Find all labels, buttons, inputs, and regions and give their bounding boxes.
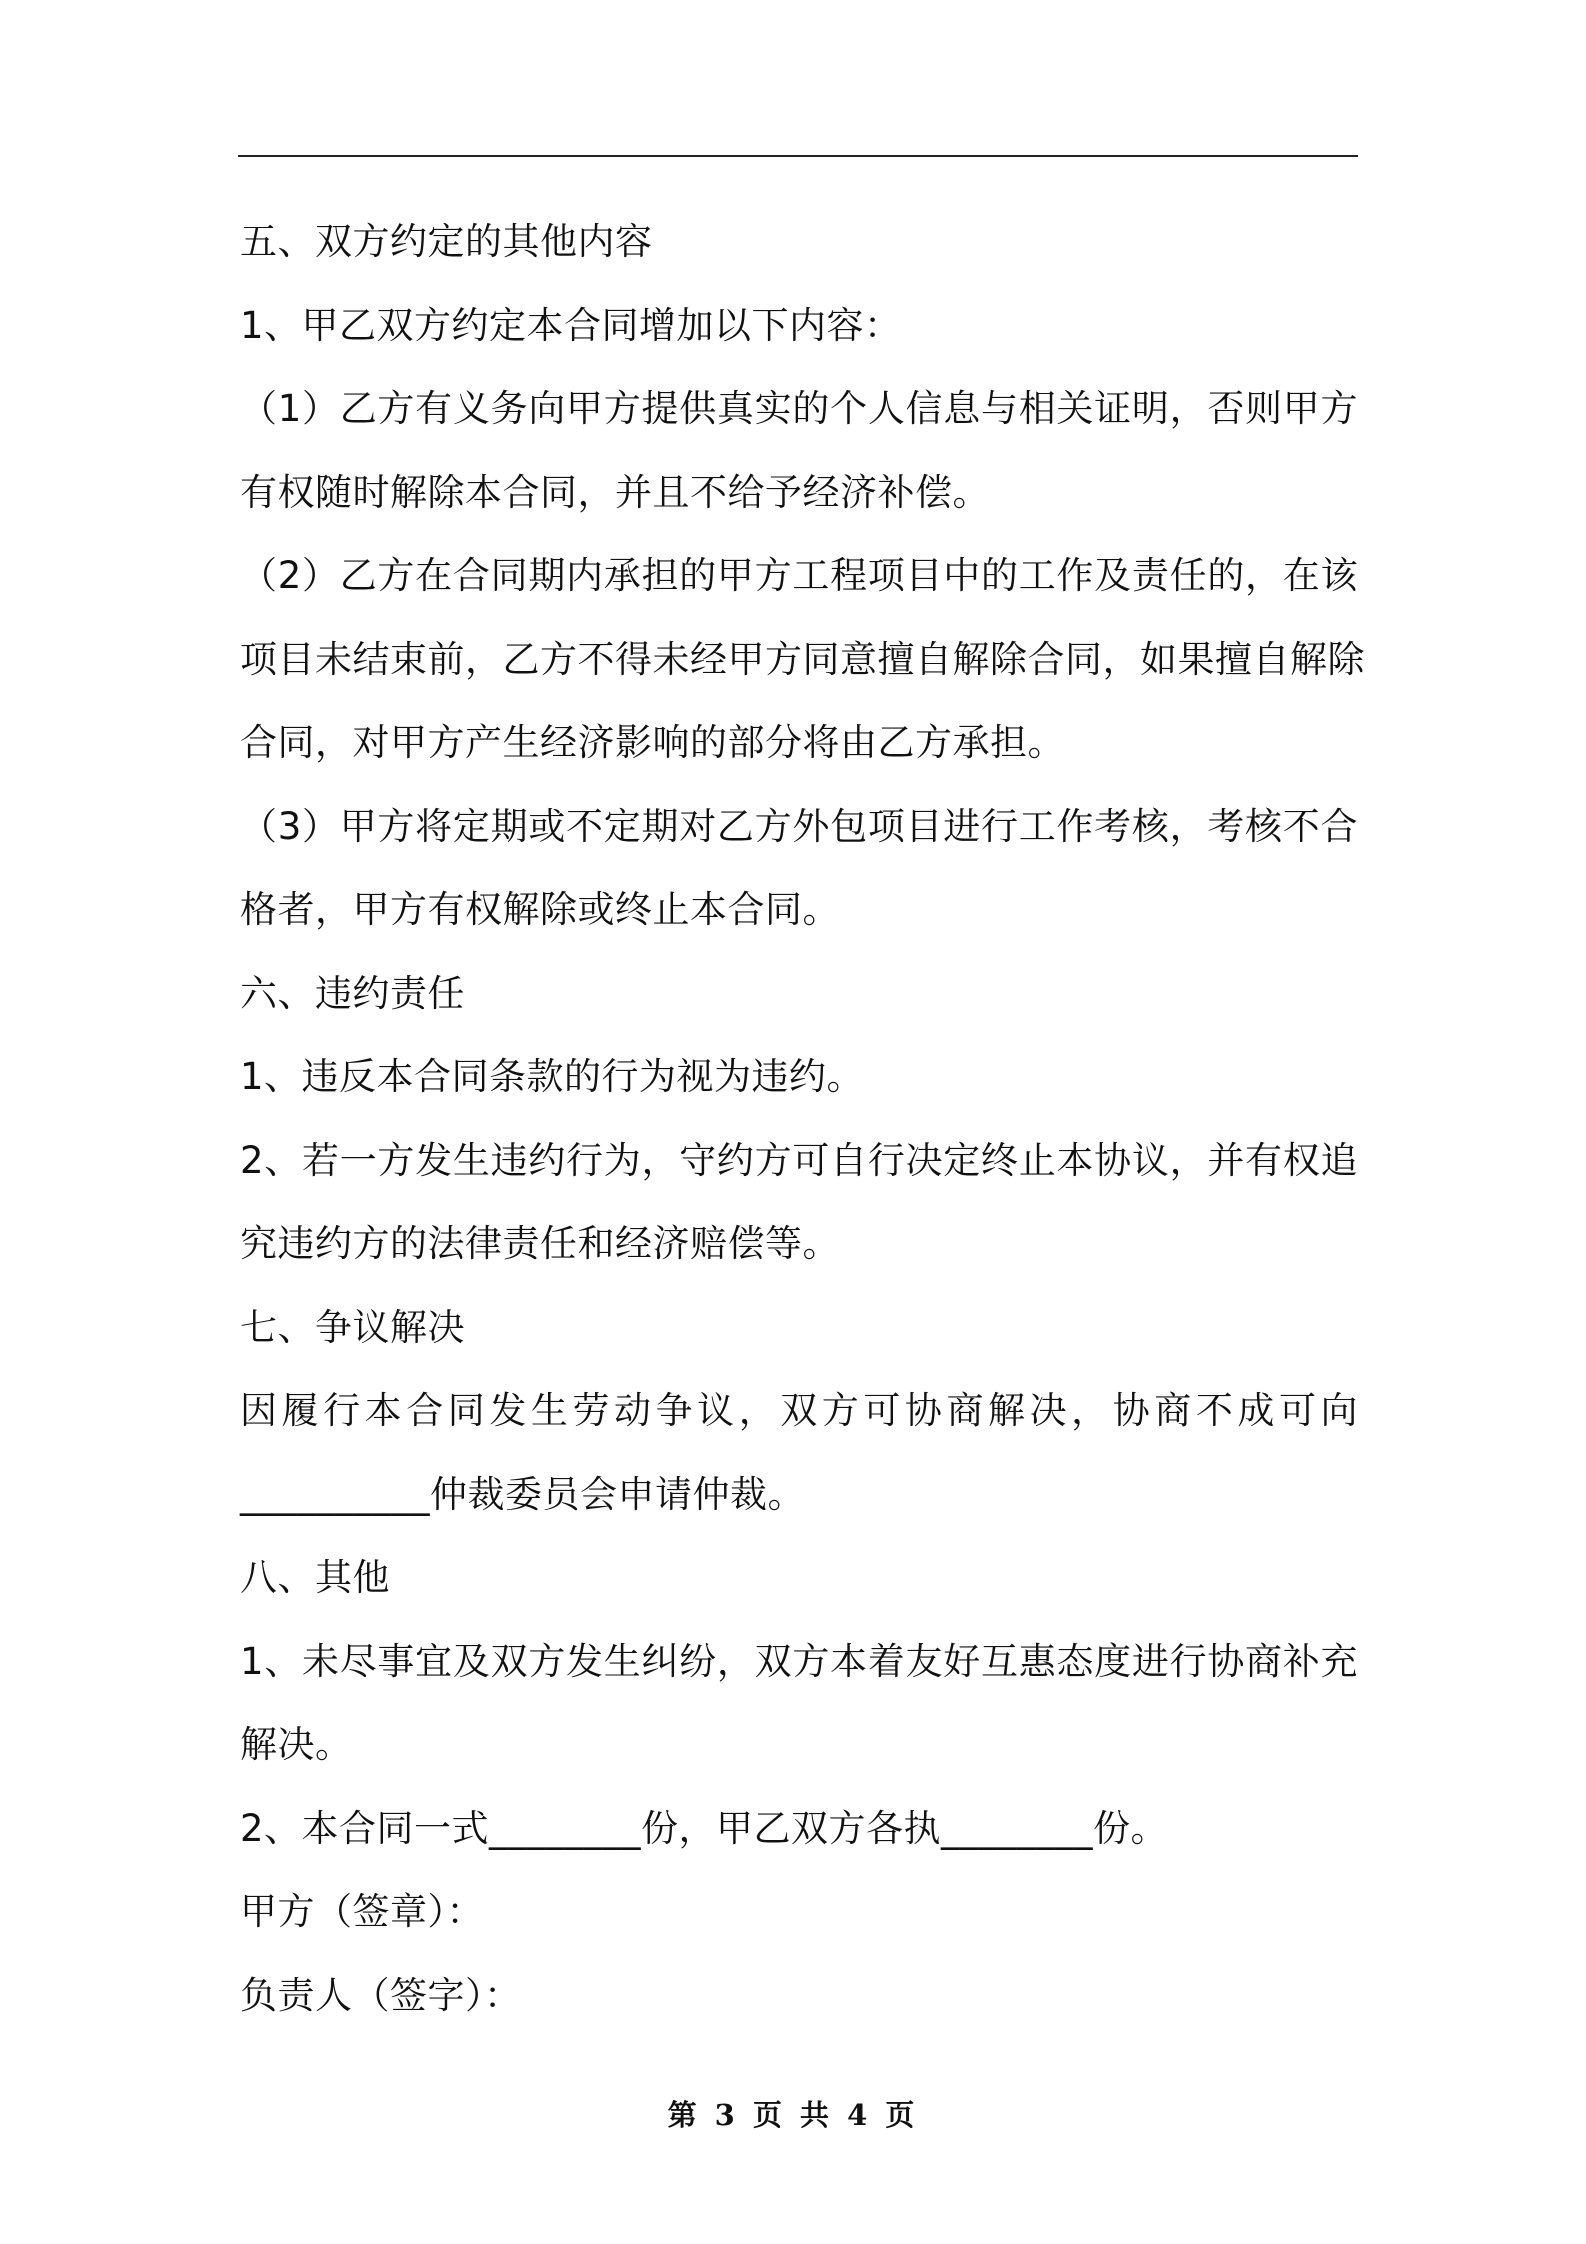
section-5-heading: 五、双方约定的其他内容 <box>240 220 653 263</box>
clause-8-1-line-1: 1、未尽事宜及双方发生纠纷，双方本着友好互惠态度进行协商补充 <box>240 1639 1358 1683</box>
clause-5-1-3-line-1: （3）甲方将定期或不定期对乙方外包项目进行工作考核，考核不合 <box>240 804 1358 848</box>
responsible-person-signature-label: 负责人（签字）： <box>240 1973 522 2017</box>
clause-5-1-2-line-2: 项目未结束前，乙方不得未经甲方同意擅自解除合同，如果擅自解除 <box>240 637 1365 681</box>
header-rule <box>238 155 1358 157</box>
page-number: 第 3 页 共 4 页 <box>667 2098 919 2132</box>
clause-5-1-2-line-3: 合同，对甲方产生经济影响的部分将由乙方承担。 <box>240 721 1065 764</box>
clause-5-1-3-line-2: 格者，甲方有权解除或终止本合同。 <box>240 888 840 931</box>
section-7-heading: 七、争议解决 <box>240 1305 465 1349</box>
party-a-seal-label: 甲方（签章）： <box>240 1890 484 1933</box>
clause-5-1-1-line-2: 有权随时解除本合同，并且不给予经济补偿。 <box>240 470 990 514</box>
clause-7-line-2: __________仲裁委员会申请仲裁。 <box>240 1472 805 1516</box>
clause-5-1-1-line-1: （1）乙方有义务向甲方提供真实的个人信息与相关证明，否则甲方 <box>240 387 1358 430</box>
clause-7-line-1: 因履行本合同发生劳动争议，双方可协商解决，协商不成可向 <box>240 1389 1358 1432</box>
clause-8-2: 2、本合同一式________份，甲乙双方各执________份。 <box>240 1806 1169 1850</box>
clause-8-1-line-2: 解决。 <box>240 1723 353 1766</box>
section-6-heading: 六、违约责任 <box>240 971 465 1015</box>
clause-5-1: 1、甲乙双方约定本合同增加以下内容： <box>240 303 902 347</box>
section-8-heading: 八、其他 <box>240 1556 390 1599</box>
clause-6-2-line-1: 2、若一方发生违约行为，守约方可自行决定终止本协议，并有权追 <box>240 1138 1358 1182</box>
document-body <box>240 200 1365 2037</box>
clause-6-1: 1、违反本合同条款的行为视为违约。 <box>240 1055 865 1098</box>
clause-6-2-line-2: 究违约方的法律责任和经济赔偿等。 <box>240 1222 840 1265</box>
clause-5-1-2-line-1: （2）乙方在合同期内承担的甲方工程项目中的工作及责任的，在该 <box>240 554 1358 597</box>
